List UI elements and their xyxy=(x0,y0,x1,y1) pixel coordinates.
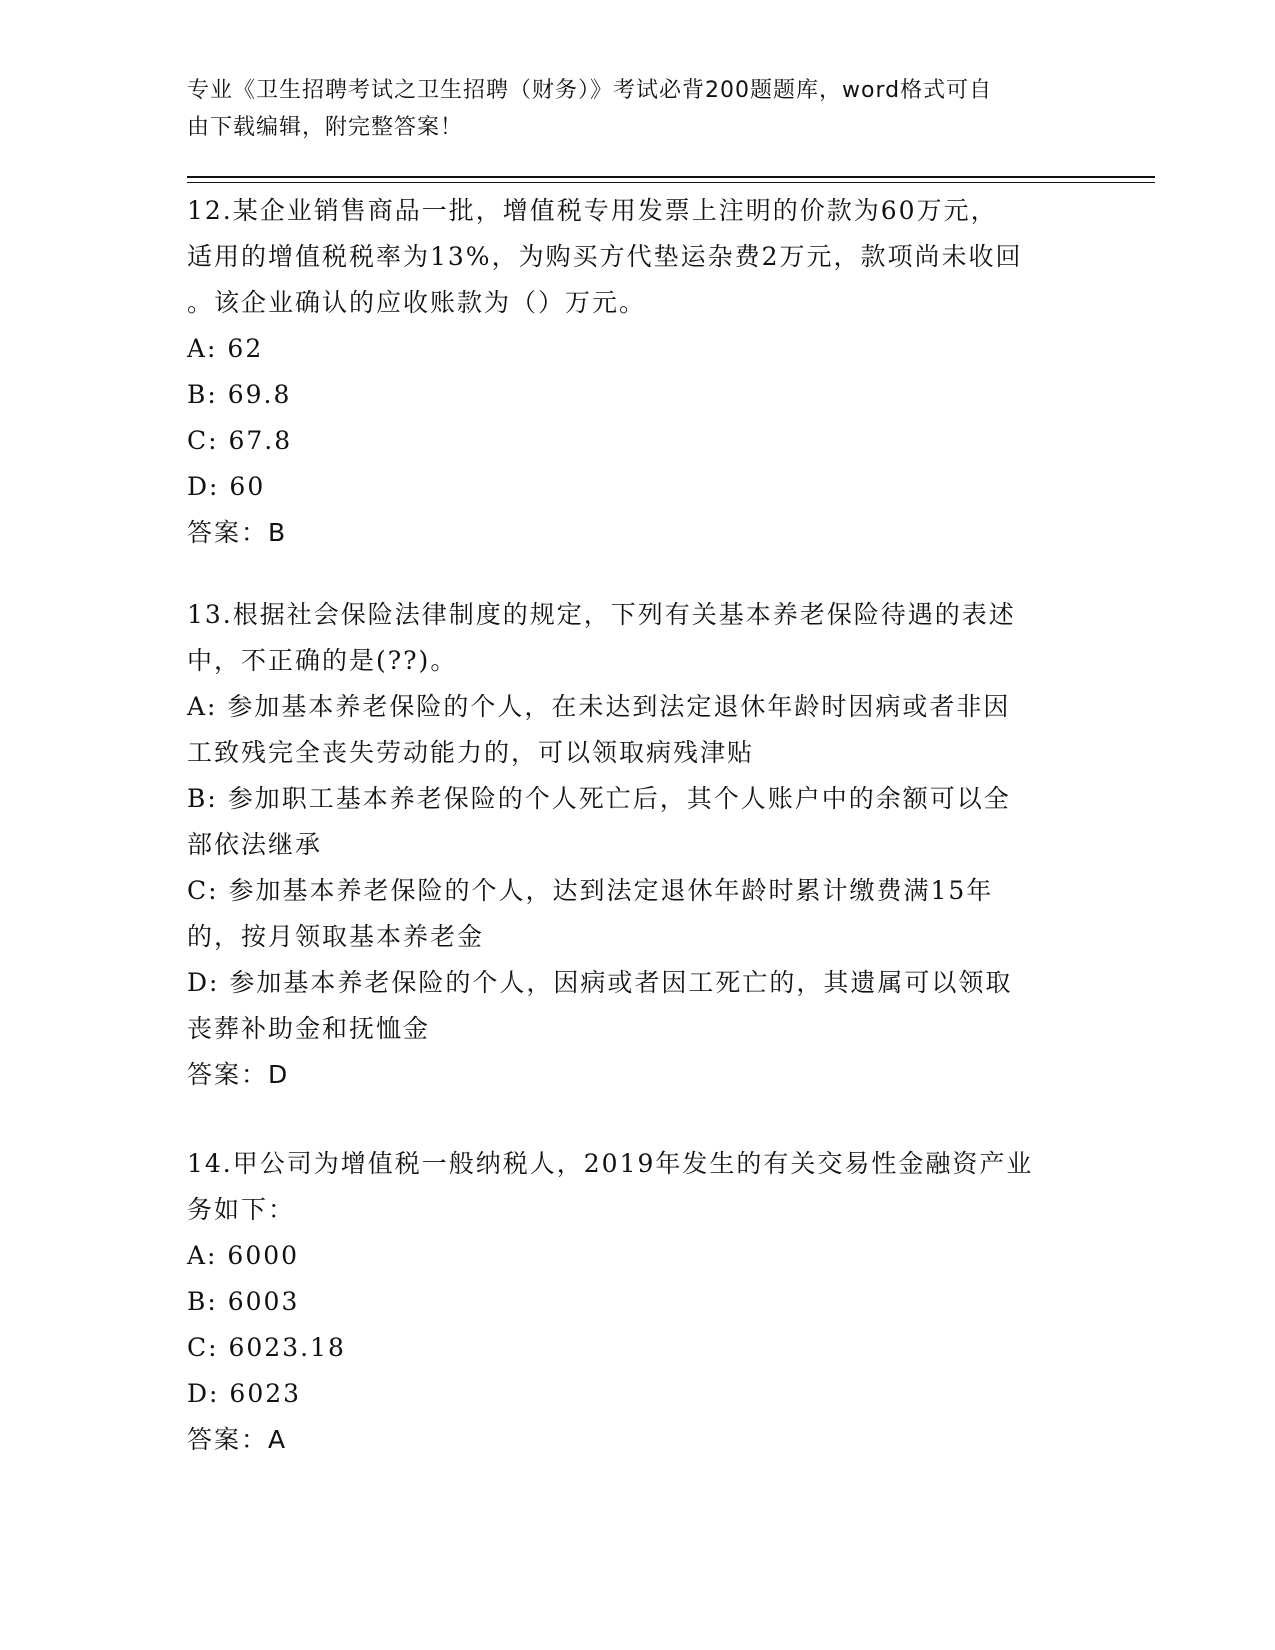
header-line: 专业《卫生招聘考试之卫生招聘（财务）》考试必背200题题库，word格式可自 xyxy=(187,78,993,103)
option-d: D: 6023 xyxy=(187,1379,302,1408)
header-line: 由下载编辑，附完整答案！ xyxy=(187,115,464,140)
option-b: B: 参加职工基本养老保险的个人死亡后，其个人账户中的余额可以全 xyxy=(187,784,1011,813)
question-stem-line: 中，不正确的是(??)。 xyxy=(187,646,458,675)
option-a-continued: 工致残完全丧失劳动能力的，可以领取病残津贴 xyxy=(187,738,755,767)
option-d: D: 60 xyxy=(187,472,266,501)
option-a: A: 参加基本养老保险的个人，在未达到法定退休年龄时因病或者非因 xyxy=(187,692,1011,721)
header-divider xyxy=(187,176,1155,178)
option-c: C: 参加基本养老保险的个人，达到法定退休年龄时累计缴费满15年 xyxy=(187,876,994,905)
question-stem-line: 务如下： xyxy=(187,1195,296,1224)
question-stem-line: 。该企业确认的应收账款为（）万元。 xyxy=(187,288,647,317)
option-c: C: 6023.18 xyxy=(187,1333,346,1362)
answer-label: 答案：A xyxy=(187,1425,288,1454)
question-stem-line: 14.甲公司为增值税一般纳税人，2019年发生的有关交易性金融资产业 xyxy=(187,1149,1034,1178)
option-a: A: 62 xyxy=(187,334,264,363)
option-a: A: 6000 xyxy=(187,1241,300,1270)
question-stem-line: 13.根据社会保险法律制度的规定，下列有关基本养老保险待遇的表述 xyxy=(187,600,1016,629)
question-14 xyxy=(187,1141,1087,1463)
question-stem-line: 12.某企业销售商品一批，增值税专用发票上注明的价款为60万元， xyxy=(187,196,998,225)
answer-label: 答案：B xyxy=(187,518,288,547)
question-stem-line: 适用的增值税税率为13%，为购买方代垫运杂费2万元，款项尚未收回 xyxy=(187,242,1023,271)
option-b: B: 69.8 xyxy=(187,380,292,409)
header-divider-thin xyxy=(187,182,1155,183)
option-b-continued: 部依法继承 xyxy=(187,830,323,859)
question-13 xyxy=(187,592,1087,1098)
option-d-continued: 丧葬补助金和抚恤金 xyxy=(187,1014,431,1043)
option-b: B: 6003 xyxy=(187,1287,300,1316)
option-d: D: 参加基本养老保险的个人，因病或者因工死亡的，其遗属可以领取 xyxy=(187,968,1013,997)
option-c: C: 67.8 xyxy=(187,426,293,455)
option-c-continued: 的，按月领取基本养老金 xyxy=(187,922,485,951)
document-header xyxy=(187,72,1087,146)
question-12 xyxy=(187,188,1087,556)
answer-label: 答案：D xyxy=(187,1060,290,1089)
